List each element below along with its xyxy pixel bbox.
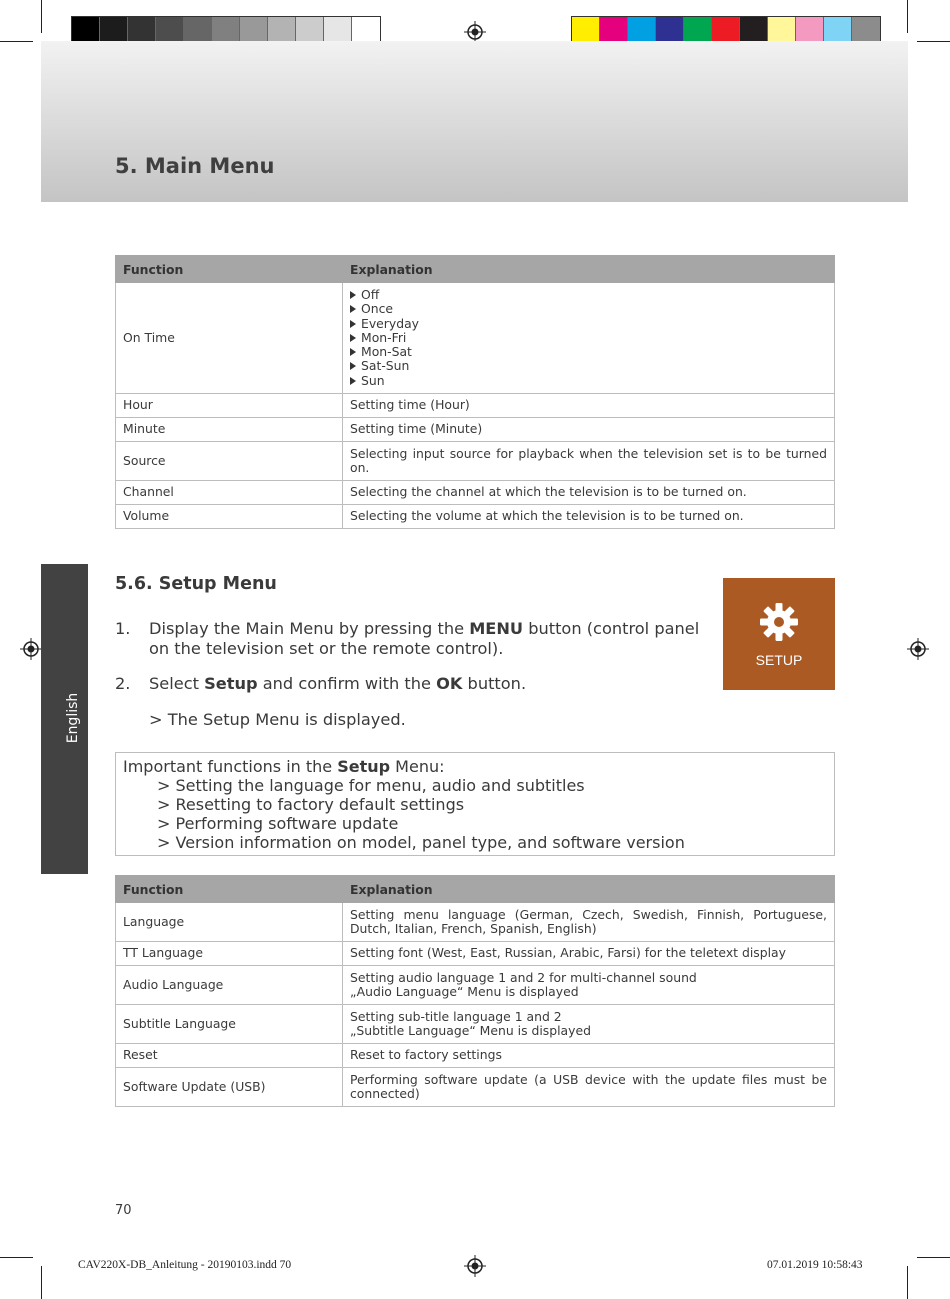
table-row	[116, 1044, 835, 1068]
crop-mark	[0, 41, 33, 42]
table-row	[116, 481, 835, 505]
info-item: > Setting the language for menu, audio and subtitles	[157, 776, 585, 795]
explanation-cell: Setting font (West, East, Russian, Arabic, Farsi) for the teletext display	[343, 942, 835, 966]
option-label: Sun	[361, 372, 385, 388]
crop-mark	[917, 1257, 950, 1258]
options-cell	[343, 283, 835, 394]
step-text-part: Display the Main Menu by pressing the	[149, 619, 470, 638]
explanation-cell: Setting time (Minute)	[343, 418, 835, 442]
step-text-part: button (control panel on the television set or the remote control).	[149, 619, 700, 658]
step-text-part: and confirm with the	[257, 674, 437, 693]
table-row	[116, 505, 835, 529]
explanation-line: Setting audio language 1 and 2 for multi-channel sound	[350, 969, 697, 985]
function-cell: Minute	[116, 418, 343, 442]
table-row	[116, 966, 835, 1005]
function-cell: TT Language	[116, 942, 343, 966]
setup-keyword: Setup	[204, 674, 258, 693]
column-header-function: Function	[116, 256, 343, 283]
info-text-part: Menu:	[390, 757, 445, 776]
table-row	[116, 1005, 835, 1044]
info-item: > Resetting to factory default settings	[157, 795, 465, 814]
page-title: 5. Main Menu	[115, 154, 275, 178]
triangle-bullet-icon	[350, 320, 356, 328]
table-row	[116, 418, 835, 442]
crop-mark	[41, 0, 42, 33]
triangle-bullet-icon	[350, 291, 356, 299]
important-functions-box	[115, 752, 835, 856]
explanation-line: Setting sub-title language 1 and 2	[350, 1008, 562, 1024]
registration-mark-icon	[464, 1255, 486, 1277]
step-text	[149, 674, 719, 694]
option-item	[350, 374, 827, 388]
option-item	[350, 288, 827, 302]
info-text-part: Important functions in the	[123, 757, 338, 776]
triangle-bullet-icon	[350, 362, 356, 370]
explanation-cell: Setting menu language (German, Czech, Swedish, Finnish, Portuguese, Dutch, Italian, French, Spanish, English)	[343, 903, 835, 942]
registration-mark-icon	[20, 638, 42, 660]
crop-mark	[907, 1266, 908, 1299]
option-item	[350, 317, 827, 331]
explanation-line: „Subtitle Language“ Menu is displayed	[350, 1023, 591, 1038]
option-label: Sat-Sun	[361, 358, 410, 374]
crop-mark	[917, 41, 950, 42]
function-cell: Language	[116, 903, 343, 942]
gear-icon	[759, 602, 799, 642]
setup-keyword: Setup	[337, 757, 391, 776]
option-item	[350, 302, 827, 316]
table-row	[116, 903, 835, 942]
explanation-line: „Audio Language“ Menu is displayed	[350, 984, 579, 999]
function-cell: Source	[116, 442, 343, 481]
explanation-cell: Selecting input source for playback when the television set is to be turned on.	[343, 442, 835, 481]
crop-mark	[907, 0, 908, 33]
crop-mark	[41, 1266, 42, 1299]
step-number: 1.	[115, 619, 131, 638]
explanation-cell: Setting time (Hour)	[343, 394, 835, 418]
step-number: 2.	[115, 674, 131, 693]
setup-function-table	[115, 875, 835, 1107]
explanation-cell: Selecting the volume at which the television is to be turned on.	[343, 505, 835, 529]
info-item: > Version information on model, panel type, and software version	[157, 833, 685, 852]
column-header-explanation: Explanation	[343, 876, 835, 903]
crop-mark	[0, 1257, 33, 1258]
on-time-function-table	[115, 255, 835, 529]
triangle-bullet-icon	[350, 305, 356, 313]
step-text-part: Select	[149, 674, 205, 693]
function-cell: Software Update (USB)	[116, 1068, 343, 1107]
option-label: Mon-Fri	[361, 329, 407, 345]
table-header-row	[116, 876, 835, 903]
option-label: Off	[361, 286, 380, 302]
function-cell: On Time	[116, 283, 343, 394]
info-intro	[123, 757, 444, 776]
triangle-bullet-icon	[350, 377, 356, 385]
explanation-cell: Performing software update (a USB device with the update files must be connected)	[343, 1068, 835, 1107]
option-label: Mon-Sat	[361, 344, 412, 360]
setup-menu-tile	[723, 578, 835, 690]
table-row	[116, 942, 835, 966]
ok-key-label: OK	[436, 674, 463, 693]
triangle-bullet-icon	[350, 334, 356, 342]
file-slug: CAV220X-DB_Anleitung - 20190103.indd 70	[78, 1259, 292, 1271]
page-number: 70	[115, 1203, 132, 1218]
step-text	[149, 619, 719, 658]
registration-mark-icon	[464, 21, 486, 43]
table-header-row	[116, 256, 835, 283]
function-cell: Audio Language	[116, 966, 343, 1005]
explanation-cell	[343, 1005, 835, 1044]
table-row	[116, 442, 835, 481]
option-label: Everyday	[361, 315, 420, 331]
setup-tile-label: SETUP	[755, 652, 803, 668]
triangle-bullet-icon	[350, 348, 356, 356]
section-title: 5.6. Setup Menu	[115, 574, 277, 594]
column-header-function: Function	[116, 876, 343, 903]
option-item	[350, 345, 827, 359]
table-row	[116, 283, 835, 394]
function-cell: Subtitle Language	[116, 1005, 343, 1044]
option-item	[350, 359, 827, 373]
explanation-cell: Selecting the channel at which the television is to be turned on.	[343, 481, 835, 505]
step-text-part: button.	[462, 674, 527, 693]
explanation-cell	[343, 966, 835, 1005]
function-cell: Hour	[116, 394, 343, 418]
function-cell: Reset	[116, 1044, 343, 1068]
function-cell: Volume	[116, 505, 343, 529]
registration-mark-icon	[907, 638, 929, 660]
result-text: > The Setup Menu is displayed.	[149, 710, 406, 729]
function-cell: Channel	[116, 481, 343, 505]
table-row	[116, 1068, 835, 1107]
date-slug: 07.01.2019 10:58:43	[767, 1259, 863, 1271]
column-header-explanation: Explanation	[343, 256, 835, 283]
explanation-cell: Reset to factory settings	[343, 1044, 835, 1068]
option-item	[350, 331, 827, 345]
menu-key-label: MENU	[469, 619, 524, 638]
side-tab-label: English	[65, 692, 81, 744]
info-item: > Performing software update	[157, 814, 399, 833]
table-row	[116, 394, 835, 418]
option-label: Once	[361, 301, 394, 317]
